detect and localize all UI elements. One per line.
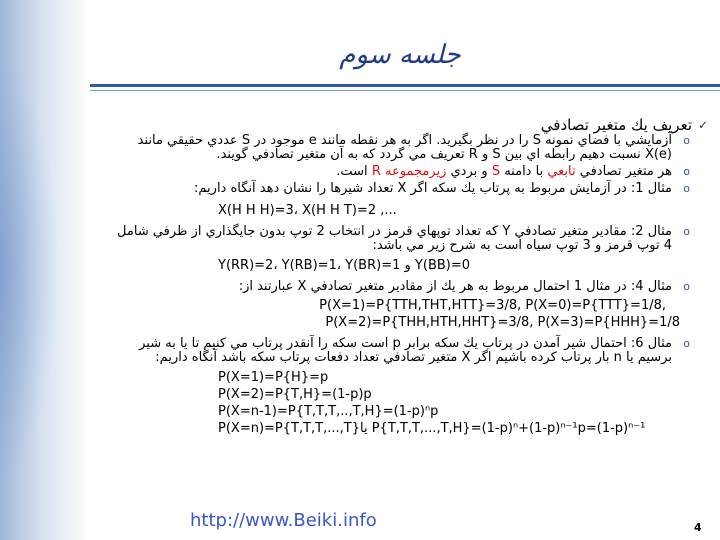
highlight-domain: S — [491, 164, 501, 179]
bullet-item — [108, 280, 708, 294]
bullet-text-definition: آزمايشي با فضاي نمونه S را در نظر بگيريد. اگر به هر نقطه مانند e موجود در S عددي حقيقي مانند X(e) نسبت دهيم رابطه اي بين S و R تعريف مي گردد كه به آن متغير تصادفي گويند. — [137, 133, 672, 162]
slide-title: جلسه سوم — [339, 40, 461, 70]
bullet-circle-icon: o — [683, 182, 690, 195]
bullet-item — [108, 165, 708, 179]
footer-website-link[interactable]: http://www.Beiki.info — [190, 510, 377, 531]
slide-content — [108, 118, 708, 437]
example2-text: مثال 2: مقادير متغير تصادفي Y كه تعداد توپهاي قرمز در انتخاب 2 توپ بدون جايگذاري از ظرفي شامل 4 توپ قرمز و 3 توپ سياه است به شرح زير مي باشد: — [117, 224, 672, 253]
highlight-function: تابعي — [547, 164, 576, 179]
bullet-item — [108, 134, 708, 162]
title-rule-thin — [90, 90, 720, 91]
highlight-subset: زيرمجموعه R — [371, 164, 447, 179]
formula-example1: X(H H H)=3، X(H H T)=2 ,... — [218, 203, 397, 218]
bullet-item — [108, 182, 708, 196]
bullet-text-part: هر متغير تصادفي — [575, 164, 672, 179]
formula-line: P(X=1)=P{H}=p — [218, 370, 329, 385]
formula-text: P(X=2)=P{THH,HTH,HHT}=3/8, P(X=3)=P{HHH}=1/8 — [325, 315, 680, 330]
bullet-item — [108, 337, 708, 365]
heading-text: تعريف يك متغير تصادفي — [540, 116, 692, 134]
bullet-text-part: با دامنه — [500, 164, 548, 179]
formula-line: P(X=n-1)=P{T,T,T,..,T,H}=(1-p)ⁿp — [218, 404, 439, 419]
formula-example6 — [218, 369, 708, 437]
bullet-circle-icon: o — [683, 165, 690, 178]
formula-line: P(X=n)=P{T,T,T,...,T}يا P{T,T,T,...,T,H}=(1-p)ⁿ+(1-p)ⁿ⁻¹p=(1-p)ⁿ⁻¹ — [218, 421, 646, 436]
section-heading — [108, 118, 708, 132]
bullet-item — [108, 225, 708, 253]
example6-text: مثال 6: احتمال شير آمدن در پرتاب يك سكه برابر p است سكه را آنقدر پرتاب مي كنيم تا يا به شير برسيم يا n بار پرتاب كرده باشيم اگر X متغير تصادفي تعداد دفعات پرتاب سكه باشد آنگاه داريم: — [139, 336, 672, 365]
checkmark-icon: ✓ — [697, 118, 708, 132]
bullet-circle-icon: o — [683, 337, 690, 350]
formula-example2: Y(RR)=2، Y(RB)=1، Y(BR)=1 و Y(BB)=0 — [218, 258, 471, 273]
bullet-text-part: است. — [336, 164, 372, 179]
example1-text: مثال 1: در آزمايش مربوط به پرتاب يك سكه اگر X تعداد شيرها را نشان دهد آنگاه داريم: — [194, 181, 672, 196]
left-decorative-band — [0, 0, 90, 540]
bullet-circle-icon: o — [683, 134, 690, 147]
formula-example4-line2 — [108, 314, 708, 331]
bullet-circle-icon: o — [683, 225, 690, 238]
page-number: 4 — [694, 521, 702, 534]
formula-example4-line1 — [108, 297, 708, 314]
bullet-circle-icon: o — [683, 280, 690, 293]
example4-text: مثال 4: در مثال 1 احتمال مربوط به هر يك از مقادير متغير تصادفي X عبارتند از: — [238, 279, 672, 294]
formula-text: P(X=1)=P{TTH,THT,HTT}=3/8, P(X=0)=P{TTT}=1/8, — [319, 298, 666, 313]
title-rule — [90, 84, 720, 87]
bullet-text-part: و بردي — [446, 164, 492, 179]
formula-line: P(X=2)=P{T,H}=(1-p)p — [218, 387, 372, 402]
